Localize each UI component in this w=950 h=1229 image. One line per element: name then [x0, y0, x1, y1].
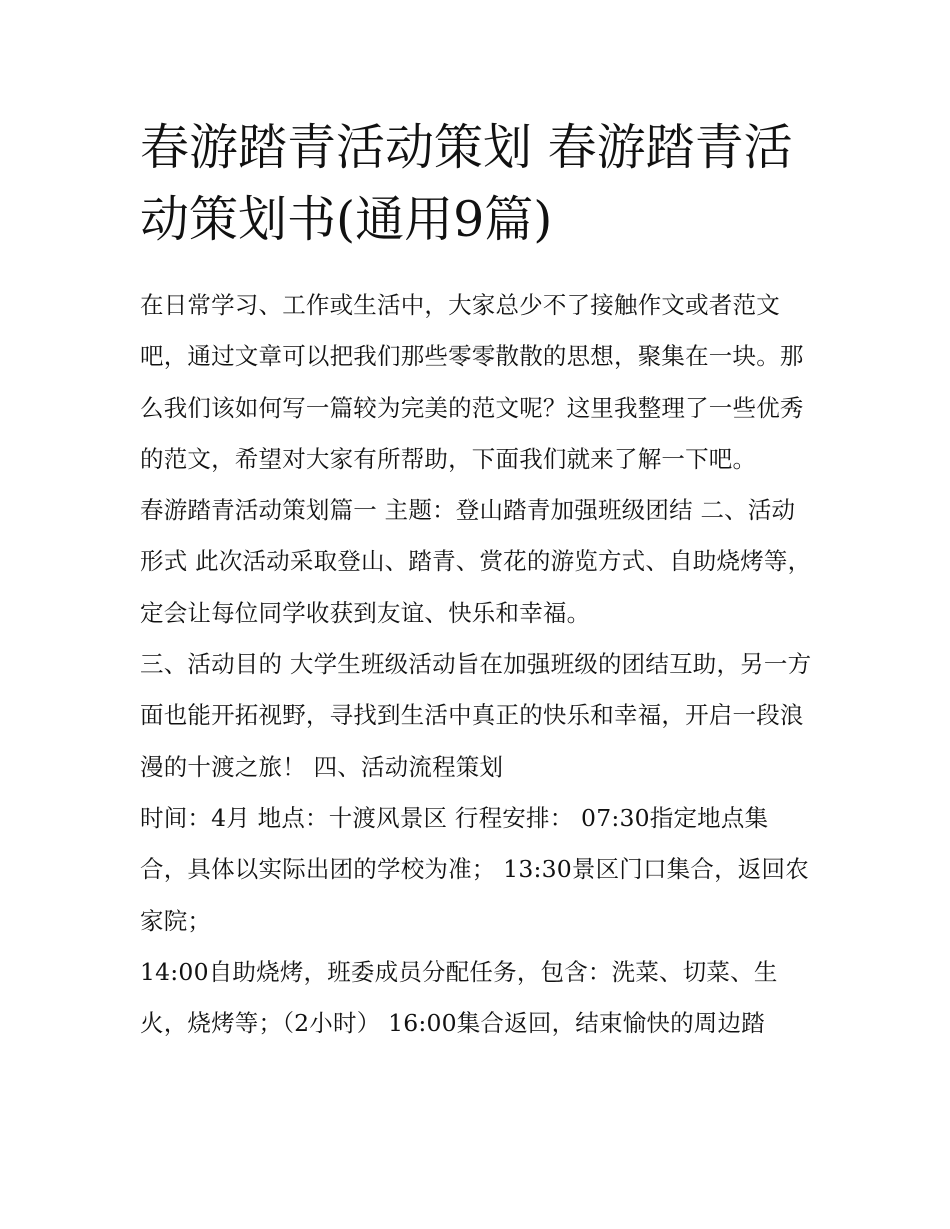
document-page [140, 112, 812, 1049]
paragraph-intro: 在日常学习、工作或生活中，大家总少不了接触作文或者范文吧，通过文章可以把我们那些零零散散的思想，聚集在一块。那么我们该如何写一篇较为完美的范文呢？这里我整理了一些优秀的范文，希望对大家有所帮助，下面我们就来了解一下吧。 [140, 291, 804, 473]
paragraph-purpose: 三、活动目的 大学生班级活动旨在加强班级的团结互助，另一方面也能开拓视野，寻找到生活中真正的快乐和幸福，开启一段浪漫的十渡之旅！ 四、活动流程策划 [140, 650, 812, 781]
document-title: 春游踏青活动策划 春游踏青活动策划书(通用9篇) [140, 119, 793, 248]
paragraph-schedule: 时间：4月 地点：十渡风景区 行程安排： 07:30指定地点集合，具体以实际出团的学校为准； 13:30景区门口集合，返回农家院； [140, 803, 809, 935]
paragraph-theme-form: 春游踏青活动策划篇一 主题：登山踏青加强班级团结 二、活动形式 此次活动采取登山、踏青、赏花的游览方式、自助烧烤等，定会让每位同学收获到友谊、快乐和幸福。 [140, 496, 812, 627]
paragraph-activities: 14:00自助烧烤，班委成员分配任务，包含：洗菜、切菜、生火，烧烤等；（2小时） 16:00集合返回，结束愉快的周边踏 [140, 957, 778, 1038]
